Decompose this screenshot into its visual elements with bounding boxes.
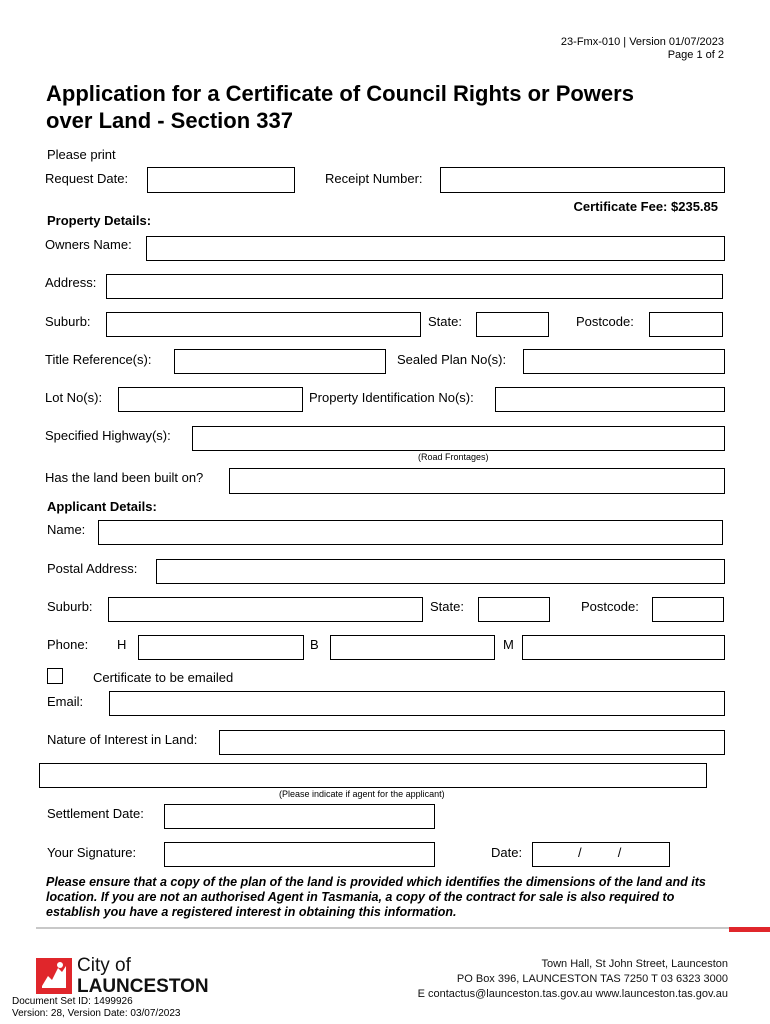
email-input[interactable]	[109, 691, 725, 716]
sealed-plan-label: Sealed Plan No(s):	[397, 352, 507, 367]
title-reference-input[interactable]	[174, 349, 386, 374]
owners-name-label: Owners Name:	[45, 237, 132, 252]
plan-copy-notice: Please ensure that a copy of the plan of the land is provided which identifies the dimensions of the land and its location. If you are not an authorised Agent in Tasmania, a copy of the contract for sale is also required to establish you have a registered interest in obtaining this information.	[46, 875, 706, 919]
phone-b-label: B	[310, 637, 319, 652]
logo-city-of: City of	[77, 955, 131, 976]
settlement-date-input[interactable]	[164, 804, 435, 829]
agent-note: (Please indicate if agent for the applicant)	[279, 789, 445, 799]
instructions: Please print	[47, 147, 116, 162]
nature-interest-label: Nature of Interest in Land:	[47, 732, 198, 747]
address-line-2: PO Box 396, LAUNCESTON TAS 7250 T 03 6323 3000	[456, 973, 728, 985]
postcode-input[interactable]	[649, 312, 723, 337]
doc-version: Version: 28, Version Date: 03/07/2023	[12, 1008, 181, 1019]
specified-highways-input[interactable]	[192, 426, 725, 451]
date-separators: / /	[578, 845, 622, 860]
applicant-suburb-label: Suburb:	[47, 599, 93, 614]
postcode-label: Postcode:	[576, 314, 634, 329]
request-date-input[interactable]	[147, 167, 295, 193]
phone-business-input[interactable]	[330, 635, 495, 660]
specified-highways-label: Specified Highway(s):	[45, 428, 171, 443]
applicant-postcode-input[interactable]	[652, 597, 724, 622]
applicant-state-label: State:	[430, 599, 464, 614]
doc-set-id: Document Set ID: 1499926	[12, 996, 133, 1007]
date-label: Date:	[491, 845, 523, 860]
footer-accent-bar	[729, 927, 770, 932]
council-contact	[418, 957, 728, 1002]
road-frontages-note: (Road Frontages)	[418, 452, 489, 462]
title-line-1: Application for a Certificate of Council Rights or Powers	[46, 81, 634, 106]
page-title	[46, 80, 634, 134]
email-label: Email:	[47, 694, 84, 709]
title-reference-label: Title Reference(s):	[45, 352, 152, 367]
receipt-number-label: Receipt Number:	[325, 171, 423, 186]
state-label: State:	[428, 314, 462, 329]
state-input[interactable]	[476, 312, 549, 337]
nature-interest-input[interactable]	[219, 730, 725, 755]
property-id-input[interactable]	[495, 387, 725, 412]
address-label: Address:	[45, 275, 97, 290]
phone-home-input[interactable]	[138, 635, 304, 660]
title-line-2: over Land - Section 337	[46, 108, 293, 133]
form-header	[561, 36, 724, 62]
land-built-label: Has the land been built on?	[45, 470, 204, 485]
page-number: Page 1 of 2	[667, 49, 724, 61]
signature-input[interactable]	[164, 842, 435, 867]
logo-launceston: LAUNCESTON	[77, 976, 209, 997]
suburb-input[interactable]	[106, 312, 421, 337]
document-info	[12, 996, 180, 1020]
sealed-plan-input[interactable]	[523, 349, 725, 374]
applicant-state-input[interactable]	[478, 597, 550, 622]
property-id-label: Property Identification No(s):	[309, 390, 474, 405]
signature-label: Your Signature:	[47, 845, 137, 860]
phone-h-label: H	[117, 637, 127, 652]
phone-m-label: M	[503, 637, 514, 652]
land-built-input[interactable]	[229, 468, 725, 494]
phone-mobile-input[interactable]	[522, 635, 725, 660]
lot-no-input[interactable]	[118, 387, 303, 412]
address-line-1: Town Hall, St John Street, Launceston	[541, 958, 728, 970]
city-logo-icon	[36, 958, 72, 994]
applicant-name-input[interactable]	[98, 520, 723, 545]
address-input[interactable]	[106, 274, 723, 299]
request-date-label: Request Date:	[45, 171, 129, 186]
property-details-heading: Property Details:	[47, 213, 152, 228]
receipt-number-input[interactable]	[440, 167, 725, 193]
email-checkbox-label: Certificate to be emailed	[93, 670, 234, 685]
owners-name-input[interactable]	[146, 236, 725, 261]
phone-label: Phone:	[47, 637, 89, 652]
footer-divider	[36, 927, 729, 929]
suburb-label: Suburb:	[45, 314, 91, 329]
postal-address-label: Postal Address:	[47, 561, 138, 576]
applicant-name-label: Name:	[47, 522, 86, 537]
settlement-date-label: Settlement Date:	[47, 806, 144, 821]
nature-interest-continued-input[interactable]	[39, 763, 707, 788]
email-certificate-checkbox[interactable]	[47, 668, 63, 684]
lot-no-label: Lot No(s):	[45, 390, 103, 405]
address-line-3: E contactus@launceston.tas.gov.au www.launceston.tas.gov.au	[417, 988, 728, 1000]
certificate-fee: Certificate Fee: $235.85	[573, 199, 718, 214]
applicant-postcode-label: Postcode:	[581, 599, 639, 614]
postal-address-input[interactable]	[156, 559, 725, 584]
applicant-suburb-input[interactable]	[108, 597, 423, 622]
form-id: 23-Fmx-010 | Version 01/07/2023	[560, 36, 724, 48]
applicant-details-heading: Applicant Details:	[47, 499, 157, 514]
